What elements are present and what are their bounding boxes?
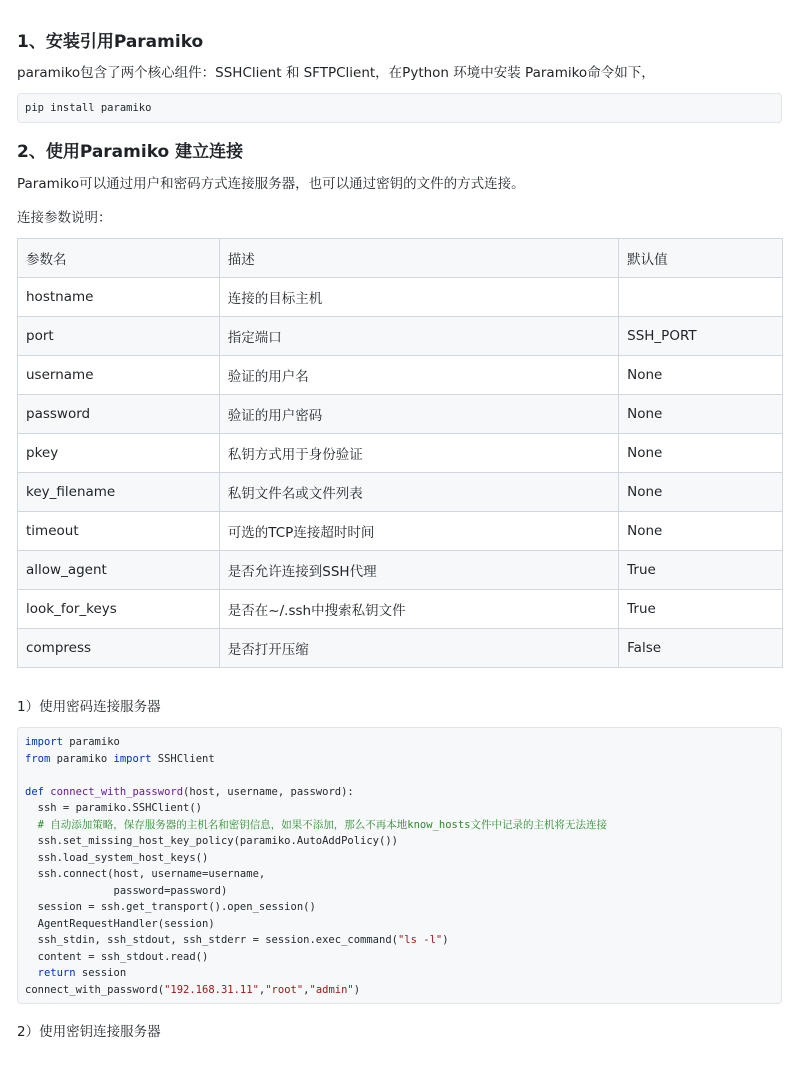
code-string: "admin" (309, 983, 354, 996)
section2-intro: Paramiko可以通过用户和密码方式连接服务器，也可以通过密钥的文件的方式连接。 (17, 176, 525, 192)
table-cell: hostname (18, 278, 220, 317)
table-cell: True (619, 590, 783, 629)
code-line (25, 932, 607, 949)
table-header-row (18, 239, 783, 278)
table-cell: 私钥方式用于身份验证 (219, 434, 618, 473)
install-code-block (17, 93, 782, 123)
code-text: , (258, 983, 266, 996)
code-string: "root" (265, 983, 304, 996)
code-string: "192.168.31.11" (164, 983, 259, 996)
table-cell: 私钥文件名或文件列表 (219, 473, 618, 512)
table-cell: None (619, 512, 783, 551)
code-function-name: connect_with_password (43, 785, 184, 798)
table-cell: None (619, 434, 783, 473)
code-line: ssh.connect(host, username=username, (25, 868, 266, 880)
code-text: ssh_stdin, ssh_stdout, ssh_stderr = session.exec_command( (25, 934, 398, 946)
table-header-cell: 参数名 (18, 239, 220, 278)
code-line: content = ssh_stdout.read() (25, 950, 209, 963)
table-cell: False (619, 629, 783, 668)
table-cell: True (619, 551, 783, 590)
code-line: ssh.set_missing_host_key_policy(paramiko.AutoAddPolicy()) (25, 835, 398, 847)
code-line: session = ssh.get_transport().open_session() (25, 901, 316, 913)
table-row (18, 434, 783, 473)
table-cell: username (18, 356, 220, 395)
code-text: , (303, 983, 310, 996)
code-line (25, 965, 607, 982)
table-cell: SSH_PORT (619, 317, 783, 356)
table-header-cell: 描述 (219, 239, 618, 278)
code-keyword: import (113, 752, 152, 765)
table-cell: timeout (18, 512, 220, 551)
table-cell: 验证的用户密码 (219, 395, 618, 434)
table-cell: 是否打开压缩 (219, 629, 618, 668)
table-row (18, 473, 783, 512)
code-lines (25, 734, 607, 998)
table-cell: 可选的TCP连接超时时间 (219, 512, 618, 551)
table-cell: compress (18, 629, 220, 668)
table-cell: password (18, 395, 220, 434)
table-row (18, 590, 783, 629)
code-text: SSHClient (151, 752, 215, 765)
table-cell: allow_agent (18, 551, 220, 590)
code-line (25, 751, 607, 768)
table-cell: 指定端口 (219, 317, 618, 356)
table-cell: 是否在~/.ssh中搜索私钥文件 (219, 590, 618, 629)
table-cell: port (18, 317, 220, 356)
table-row (18, 512, 783, 551)
code-text: ) (353, 983, 361, 996)
subheading-password-connect: 1）使用密码连接服务器 (17, 699, 161, 715)
table-header-cell: 默认值 (619, 239, 783, 278)
section1-heading: 1、安装引用Paramiko (17, 32, 204, 52)
section1-intro: paramiko包含了两个核心组件：SSHClient 和 SFTPClient，在Python 环境中安装 Paramiko命令如下， (17, 65, 655, 81)
code-line (25, 734, 607, 751)
table-cell: key_filename (18, 473, 220, 512)
code-line: password=password) (25, 884, 228, 897)
code-keyword: import (25, 736, 63, 748)
table-cell: 连接的目标主机 (219, 278, 618, 317)
install-command: pip install paramiko (25, 102, 152, 114)
code-line (25, 784, 607, 801)
table-cell: 验证的用户名 (219, 356, 618, 395)
table-row (18, 395, 783, 434)
table-row (18, 629, 783, 668)
code-text: connect_with_password( (25, 983, 165, 996)
code-string: "ls -l" (397, 934, 443, 946)
subheading-key-connect: 2）使用密钥连接服务器 (17, 1024, 161, 1040)
table-cell: pkey (18, 434, 220, 473)
code-keyword: def (25, 785, 44, 798)
table-cell: None (619, 356, 783, 395)
code-comment: # 自动添加策略，保存服务器的主机名和密钥信息，如果不添加，那么不再本地know_hosts文件中记录的主机将无法连接 (25, 818, 607, 831)
params-title: 连接参数说明： (17, 210, 112, 226)
table-cell: None (619, 473, 783, 512)
code-text: ) (442, 934, 449, 946)
code-line: ssh.load_system_host_keys() (25, 851, 209, 864)
code-line-blank (25, 767, 607, 784)
table-cell: None (619, 395, 783, 434)
table-row (18, 551, 783, 590)
table-row (18, 356, 783, 395)
password-connect-code-block (17, 727, 782, 1004)
code-text: paramiko (50, 752, 114, 765)
table-cell: 是否允许连接到SSH代理 (219, 551, 618, 590)
code-line: AgentRequestHandler(session) (25, 917, 215, 930)
table-row (18, 278, 783, 317)
params-table (17, 238, 783, 668)
section2-heading: 2、使用Paramiko 建立连接 (17, 142, 244, 162)
table-row (18, 317, 783, 356)
code-line (25, 982, 607, 999)
code-text: session (75, 967, 127, 979)
code-text: (host, username, password): (183, 785, 354, 798)
table-cell (619, 278, 783, 317)
code-keyword: from (25, 752, 51, 765)
table-cell: look_for_keys (18, 590, 220, 629)
code-line: ssh = paramiko.SSHClient() (25, 802, 203, 814)
code-text: paramiko (62, 736, 120, 748)
code-keyword: return (25, 967, 76, 979)
